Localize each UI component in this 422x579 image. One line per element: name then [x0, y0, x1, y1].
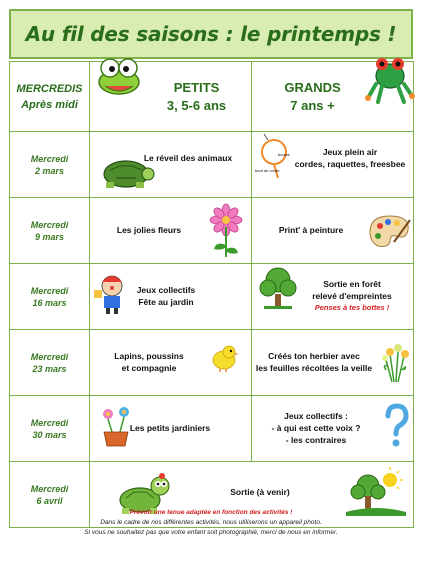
footer-consent-notice: Si vous ne souhaitez pas que votre enfant soit photographié, merci de nous en informer.: [84, 529, 338, 536]
date-day: 30 mars: [32, 429, 67, 440]
footer-photo-notice: Dans le cadre de nos différentes activités, nous utiliserons un appareil photo.: [100, 519, 322, 526]
grands-activity-line2: relevé d'empreintes: [312, 291, 392, 301]
schedule-row: [10, 330, 414, 396]
date-weekday: Mercredi: [30, 483, 69, 494]
footer-notes: [0, 508, 422, 538]
rope-label-loop: boucle: [278, 152, 290, 157]
petits-activity-line1: Lapins, poussins: [114, 351, 184, 361]
date-weekday: Mercredi: [30, 219, 69, 230]
grands-title: GRANDS: [284, 79, 341, 95]
page-title: Au fil des saisons : le printemps !: [25, 22, 397, 46]
petits-activity-cell: [90, 264, 252, 330]
grands-activity-line3: - les contraires: [285, 435, 347, 445]
date-weekday: Mercredi: [30, 153, 69, 164]
question-mark-icon: [384, 404, 410, 448]
header-grands-cell: [252, 62, 414, 132]
grands-activity-cell: [252, 132, 414, 198]
schedule-table: [9, 61, 414, 528]
grands-activity-line2: les feuilles récoltées la veille: [255, 363, 373, 373]
petits-activity-text: Les petits jardiniers: [129, 423, 211, 433]
grands-activity-text: Print' à peinture: [278, 225, 344, 235]
date-cell: [10, 330, 90, 396]
grands-activity-note: Penses à tes bottes !: [314, 303, 390, 312]
grands-activity-cell: [252, 396, 414, 462]
petits-activity-cell: [90, 198, 252, 264]
grands-activity-line1: Jeux plein air: [322, 147, 378, 157]
schedule-row: [10, 198, 414, 264]
petits-title: PETITS: [173, 79, 220, 95]
merged-activity-text: Sortie (à venir): [230, 487, 290, 497]
flower-icon: [206, 203, 246, 257]
petits-activity-line1: Jeux collectifs: [136, 285, 196, 295]
date-cell: [10, 264, 90, 330]
schedule-row: [10, 396, 414, 462]
petits-activity-line2: et compagnie: [121, 363, 177, 373]
date-day: 6 avril: [36, 495, 63, 506]
petits-age: 3, 5-6 ans: [166, 97, 227, 113]
grands-activity-line2: - à qui est cette voix ?: [271, 423, 361, 433]
date-day: 9 mars: [34, 231, 65, 242]
date-day: 23 mars: [32, 363, 67, 374]
grands-activity-line2: cordes, raquettes, freesbee: [294, 159, 406, 169]
frog-face-icon: [96, 56, 142, 96]
program-sheet: [9, 9, 413, 506]
header-time-label: Après midi: [21, 98, 78, 111]
schedule-row: [10, 132, 414, 198]
date-day: 16 mars: [32, 297, 67, 308]
petits-activity-cell: [90, 330, 252, 396]
chick-icon: [210, 344, 238, 372]
grands-activity-line1: Créés ton herbier avec: [268, 351, 360, 361]
petits-activity-cell: [90, 132, 252, 198]
footer-warning: Prévoir une tenue adaptée en fonction des activités !: [129, 509, 293, 516]
header-petits-cell: [90, 62, 252, 132]
date-cell: [10, 396, 90, 462]
petits-activity-text: Les jolies fleurs: [116, 225, 182, 235]
schedule-row: [10, 264, 414, 330]
grands-activity-line1: Sortie en forêt: [323, 279, 381, 289]
date-weekday: Mercredi: [30, 285, 69, 296]
petits-activity-text: Le réveil des animaux: [143, 153, 233, 163]
tree-frog-icon: [364, 50, 414, 106]
paint-palette-icon: [366, 214, 410, 248]
date-cell: [10, 132, 90, 198]
petits-activity-cell: [90, 396, 252, 462]
header-row: [10, 62, 414, 132]
petits-activity-line2: Fête au jardin: [138, 297, 194, 307]
date-cell: [10, 198, 90, 264]
tree-icon: [260, 266, 296, 310]
grands-age: 7 ans +: [290, 97, 335, 113]
header-day-cell: [10, 62, 90, 132]
grands-activity-cell: [252, 330, 414, 396]
grands-activity-cell: [252, 264, 414, 330]
title-banner: [9, 9, 413, 59]
grands-activity-cell: [252, 198, 414, 264]
flower-bouquet-icon: [380, 340, 410, 384]
grands-activity-line1: Jeux collectifs :: [284, 411, 348, 421]
date-day: 2 mars: [34, 165, 65, 176]
date-weekday: Mercredi: [30, 417, 69, 428]
date-weekday: Mercredi: [30, 351, 69, 362]
header-day-label: MERCREDIS: [16, 82, 83, 95]
rope-label-end: bout de corde: [255, 168, 280, 173]
